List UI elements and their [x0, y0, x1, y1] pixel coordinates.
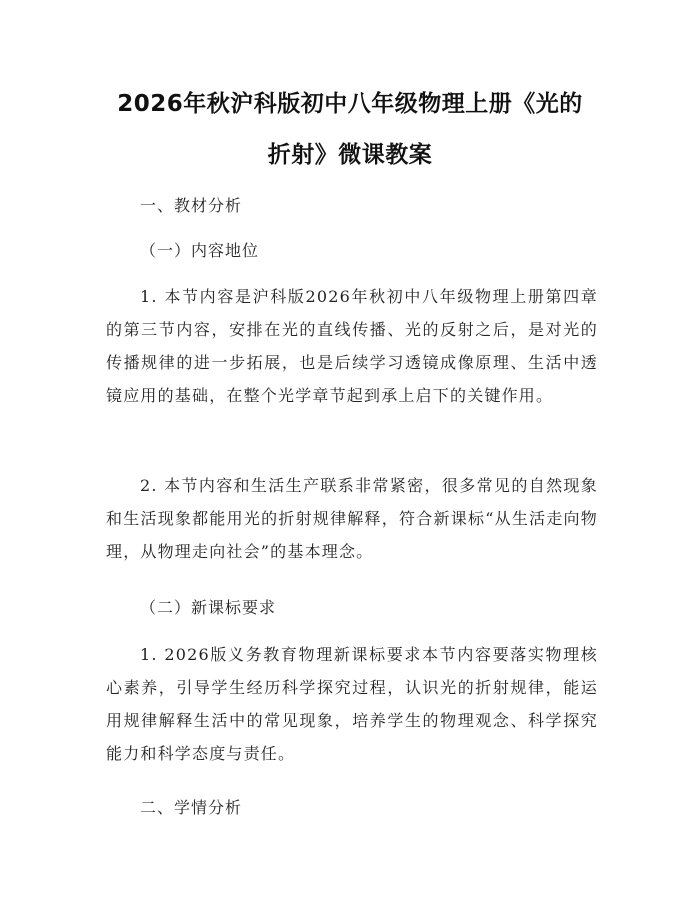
section-heading-student-analysis: 二、学情分析 — [140, 798, 243, 817]
subsection-heading-content-position: （一）内容地位 — [140, 241, 260, 260]
paragraph-curriculum-requirements-1: 1. 2026版义务教育物理新课标要求本节内容要落实物理核心素养，引导学生经历科学探究过程，认识光的折射规律，能运用规律解释生活中的常见现象，培养学生的物理观念、科学探究能力和科学态度与责任。 — [106, 645, 598, 763]
document-title-line-1: 2026年秋沪科版初中八年级物理上册《光的 — [117, 91, 583, 117]
document-title-line-2: 折射》微课教案 — [267, 142, 433, 168]
paragraph-content-position-1: 1. 本节内容是沪科版2026年秋初中八年级物理上册第四章的第三节内容，安排在光的直线传播、光的反射之后，是对光的传播规律的进一步拓展，也是后续学习透镜成像原理、生活中透镜应用的基础，在整个光学章节起到承上启下的关键作用。 — [106, 287, 598, 405]
section-heading-textbook-analysis: 一、教材分析 — [140, 196, 243, 215]
subsection-heading-curriculum-requirements: （二）新课标要求 — [140, 598, 277, 617]
paragraph-content-position-2: 2. 本节内容和生活生产联系非常紧密，很多常见的自然现象和生活现象都能用光的折射规律解释，符合新课标“从生活走向物理，从物理走向社会”的基本理念。 — [106, 476, 598, 561]
